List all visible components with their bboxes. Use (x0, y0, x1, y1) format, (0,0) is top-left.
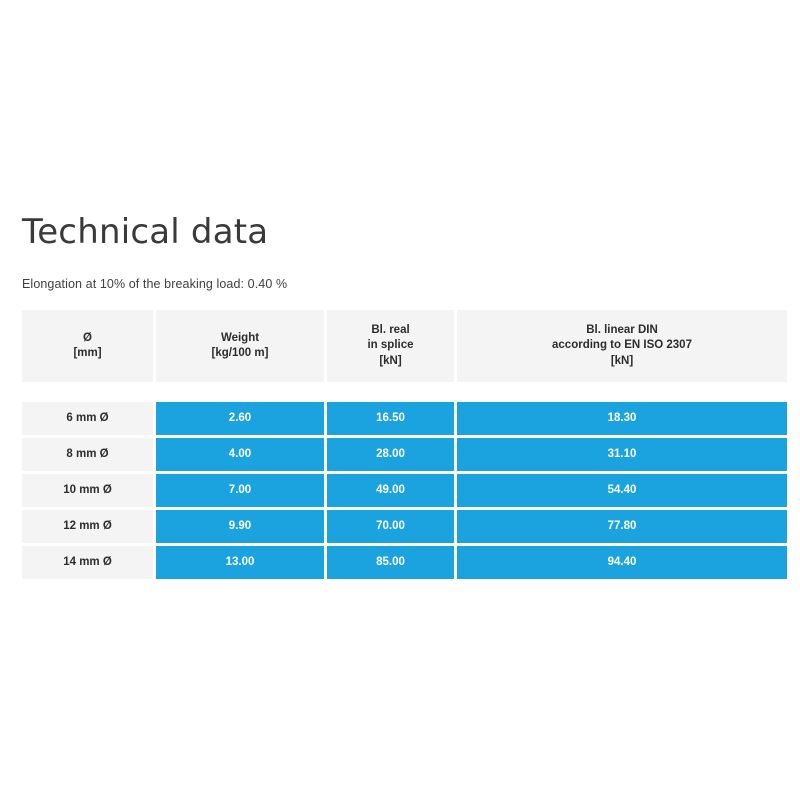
cell-weight (156, 546, 324, 579)
cell-diameter (22, 510, 153, 543)
cell-bl-linear (457, 546, 787, 579)
cell-text: 10 mm Ø (22, 474, 153, 507)
cell-bl-linear (457, 510, 787, 543)
cell-text: 9.90 (156, 510, 324, 543)
cell-weight (156, 402, 324, 435)
cell-diameter (22, 546, 153, 579)
technical-data-section (22, 212, 786, 582)
header-line: Ø (83, 331, 92, 344)
cell-text: 77.80 (457, 510, 787, 543)
table-row (22, 438, 787, 471)
table-body (22, 385, 787, 579)
table-spacer (22, 385, 787, 399)
header-line: according to EN ISO 2307 (552, 339, 692, 352)
cell-weight (156, 438, 324, 471)
cell-text: 54.40 (457, 474, 787, 507)
cell-bl-linear (457, 438, 787, 471)
cell-bl-real (327, 402, 454, 435)
table-row (22, 510, 787, 543)
cell-text: 8 mm Ø (22, 438, 153, 471)
cell-bl-real (327, 474, 454, 507)
cell-text: 70.00 (327, 510, 454, 543)
header-line: [kN] (610, 354, 634, 367)
header-line: [kg/100 m] (211, 347, 269, 360)
cell-text: 6 mm Ø (22, 402, 153, 435)
header-line: Weight (220, 331, 260, 344)
table-header-row (22, 310, 787, 383)
header-line: in splice (367, 339, 414, 352)
column-header-bl-linear (457, 310, 787, 383)
header-line: Bl. real (371, 323, 410, 336)
cell-text: 7.00 (156, 474, 324, 507)
cell-text: 18.30 (457, 402, 787, 435)
elongation-note: Elongation at 10% of the breaking load: 0.40 % (22, 276, 288, 291)
header-line: [mm] (73, 347, 102, 360)
table-header (22, 310, 787, 383)
cell-bl-linear (457, 402, 787, 435)
cell-weight (156, 474, 324, 507)
cell-diameter (22, 438, 153, 471)
cell-bl-real (327, 438, 454, 471)
cell-bl-real (327, 546, 454, 579)
cell-text: 4.00 (156, 438, 324, 471)
cell-bl-real (327, 510, 454, 543)
technical-data-table (19, 307, 790, 582)
header-line: Bl. linear DIN (586, 323, 658, 336)
cell-text: 49.00 (327, 474, 454, 507)
table-row (22, 546, 787, 579)
cell-text: 28.00 (327, 438, 454, 471)
cell-text: 13.00 (156, 546, 324, 579)
cell-bl-linear (457, 474, 787, 507)
cell-text: 94.40 (457, 546, 787, 579)
cell-diameter (22, 402, 153, 435)
cell-text: 12 mm Ø (22, 510, 153, 543)
cell-text: 2.60 (156, 402, 324, 435)
page-title: Technical data (22, 212, 269, 252)
header-line: [kN] (379, 354, 402, 367)
table-row (22, 474, 787, 507)
cell-text: 85.00 (327, 546, 454, 579)
column-header-weight (156, 310, 324, 383)
table-row (22, 402, 787, 435)
cell-text: 14 mm Ø (22, 546, 153, 579)
cell-diameter (22, 474, 153, 507)
cell-weight (156, 510, 324, 543)
cell-text: 16.50 (327, 402, 454, 435)
column-header-diameter (22, 310, 153, 383)
column-header-bl-real (327, 310, 454, 383)
cell-text: 31.10 (457, 438, 787, 471)
